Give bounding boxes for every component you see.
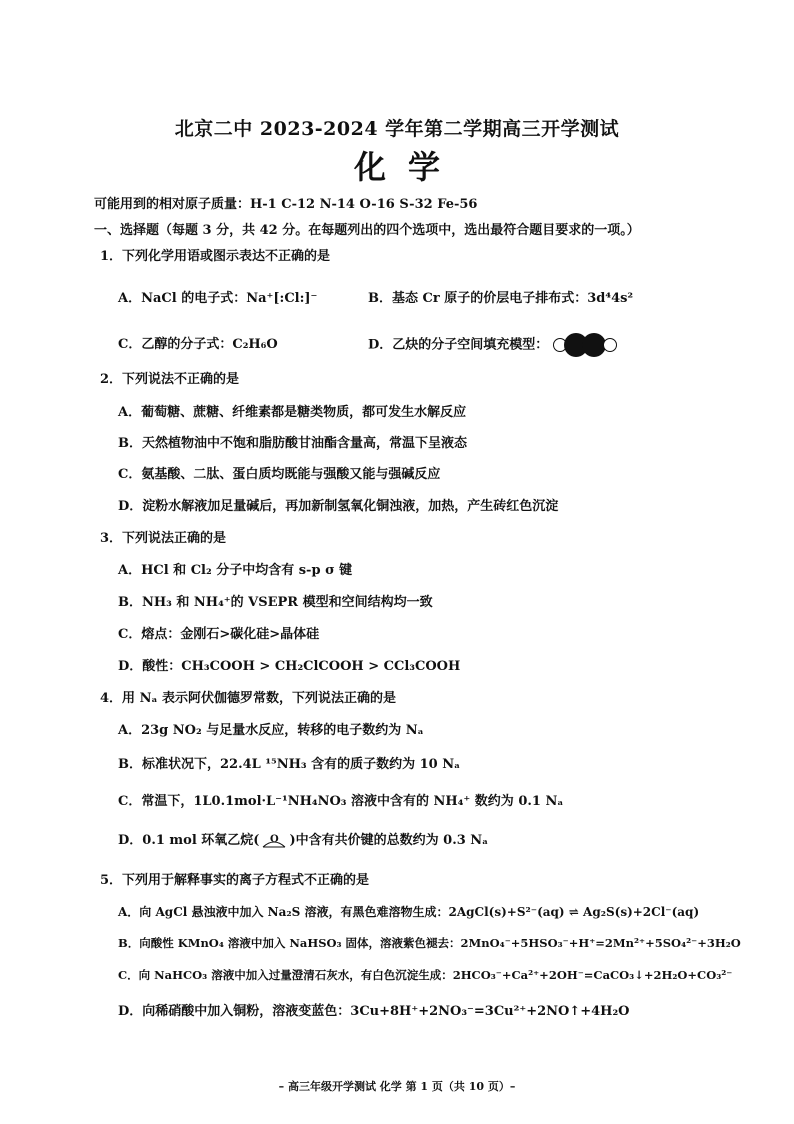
question-3-option-a: A．HCl 和 Cl₂ 分子中均含有 s-p σ 键 — [118, 563, 353, 578]
question-1-option-b: B．基态 Cr 原子的价层电子排布式：3d⁴4s² — [368, 291, 634, 306]
question-3-stem: 3．下列说法正确的是 — [100, 531, 227, 546]
question-5-option-b: B．向酸性 KMnO₄ 溶液中加入 NaHSO₃ 固体，溶液紫色褪去：2MnO₄⁻+5HSO₃⁻+H⁺=2Mn²⁺+5SO₄²⁻+3H₂O — [118, 936, 741, 950]
question-2-option-d: D．淀粉水解液加足量碱后，再加新制氢氧化铜浊液，加热，产生砖红色沉淀 — [118, 499, 559, 514]
question-3-option-b: B．NH₃ 和 NH₄⁺的 VSEPR 模型和空间结构均一致 — [118, 595, 433, 610]
question-5-option-c: C．向 NaHCO₃ 溶液中加入过量澄清石灰水，有白色沉淀生成：2HCO₃⁻+Ca²⁺+2OH⁻=CaCO₃↓+2H₂O+CO₃²⁻ — [118, 968, 733, 982]
epoxide-ring-icon — [259, 833, 289, 851]
svg-text:O: O — [270, 833, 280, 845]
question-3-option-c: C．熔点：金刚石>碳化硅>晶体硅 — [118, 627, 320, 642]
hydrogen-atom-right — [603, 338, 617, 352]
question-4-option-a: A．23g NO₂ 与足量水反应，转移的电子数约为 Nₐ — [118, 723, 424, 738]
question-2-option-a: A．葡萄糖、蔗糖、纤维素都是糖类物质，都可发生水解反应 — [118, 405, 467, 420]
atomic-masses: 可能用到的相对原子质量：H-1 C-12 N-14 O-16 S-32 Fe-56 — [94, 197, 478, 212]
question-4-stem: 4．用 Nₐ 表示阿伏伽德罗常数，下列说法正确的是 — [100, 691, 397, 706]
question-1-option-d — [368, 333, 617, 357]
exam-title: 北京二中 2023-2024 学年第二学期高三开学测试 — [174, 118, 620, 140]
question-1-stem: 1．下列化学用语或图示表达不正确的是 — [100, 249, 331, 264]
question-4-option-b: B．标准状况下，22.4L ¹⁵NH₃ 含有的质子数约为 10 Nₐ — [118, 757, 461, 772]
question-4-option-d — [118, 829, 488, 849]
question-5-stem: 5．下列用于解释事实的离子方程式不正确的是 — [100, 873, 370, 888]
question-1-option-a: A．NaCl 的电子式：Na⁺[:Cl:]⁻ — [118, 291, 318, 306]
page-footer: – 高三年级开学测试 化学 第 1 页（共 10 页）– — [278, 1080, 516, 1093]
question-1-option-c: C．乙醇的分子式：C₂H₆O — [118, 337, 278, 352]
question-4-option-d-suffix: )中含有共价键的总数约为 0.3 Nₐ — [289, 833, 489, 848]
ethylene-oxide-structure — [259, 833, 289, 849]
question-4-option-d-prefix: D．0.1 mol 环氧乙烷( — [118, 833, 260, 848]
question-5-option-a: A．向 AgCl 悬浊液中加入 Na₂S 溶液，有黑色难溶物生成：2AgCl(s)+S²⁻(aq) ⇌ Ag₂S(s)+2Cl⁻(aq) — [118, 905, 700, 919]
question-2-stem: 2．下列说法不正确的是 — [100, 372, 240, 387]
question-1-option-d-label: D．乙炔的分子空间填充模型： — [368, 337, 549, 353]
acetylene-space-filling-model — [553, 333, 617, 357]
question-5-option-d: D．向稀硝酸中加入铜粉，溶液变蓝色：3Cu+8H⁺+2NO₃⁻=3Cu²⁺+2NO↑+4H₂O — [118, 1004, 630, 1019]
subject-title: 化学 — [353, 148, 462, 186]
question-2-option-b: B．天然植物油中不饱和脂肪酸甘油酯含量高，常温下呈液态 — [118, 436, 467, 451]
section-header: 一、选择题（每题 3 分，共 42 分。在每题列出的四个选项中，选出最符合题目要求的一项。） — [94, 223, 640, 238]
question-4-option-c: C．常温下，1L0.1mol·L⁻¹NH₄NO₃ 溶液中含有的 NH₄⁺ 数约为 0.1 Nₐ — [118, 794, 564, 809]
question-2-option-c: C．氨基酸、二肽、蛋白质均既能与强酸又能与强碱反应 — [118, 467, 441, 482]
question-3-option-d: D．酸性：CH₃COOH > CH₂ClCOOH > CCl₃COOH — [118, 659, 461, 674]
